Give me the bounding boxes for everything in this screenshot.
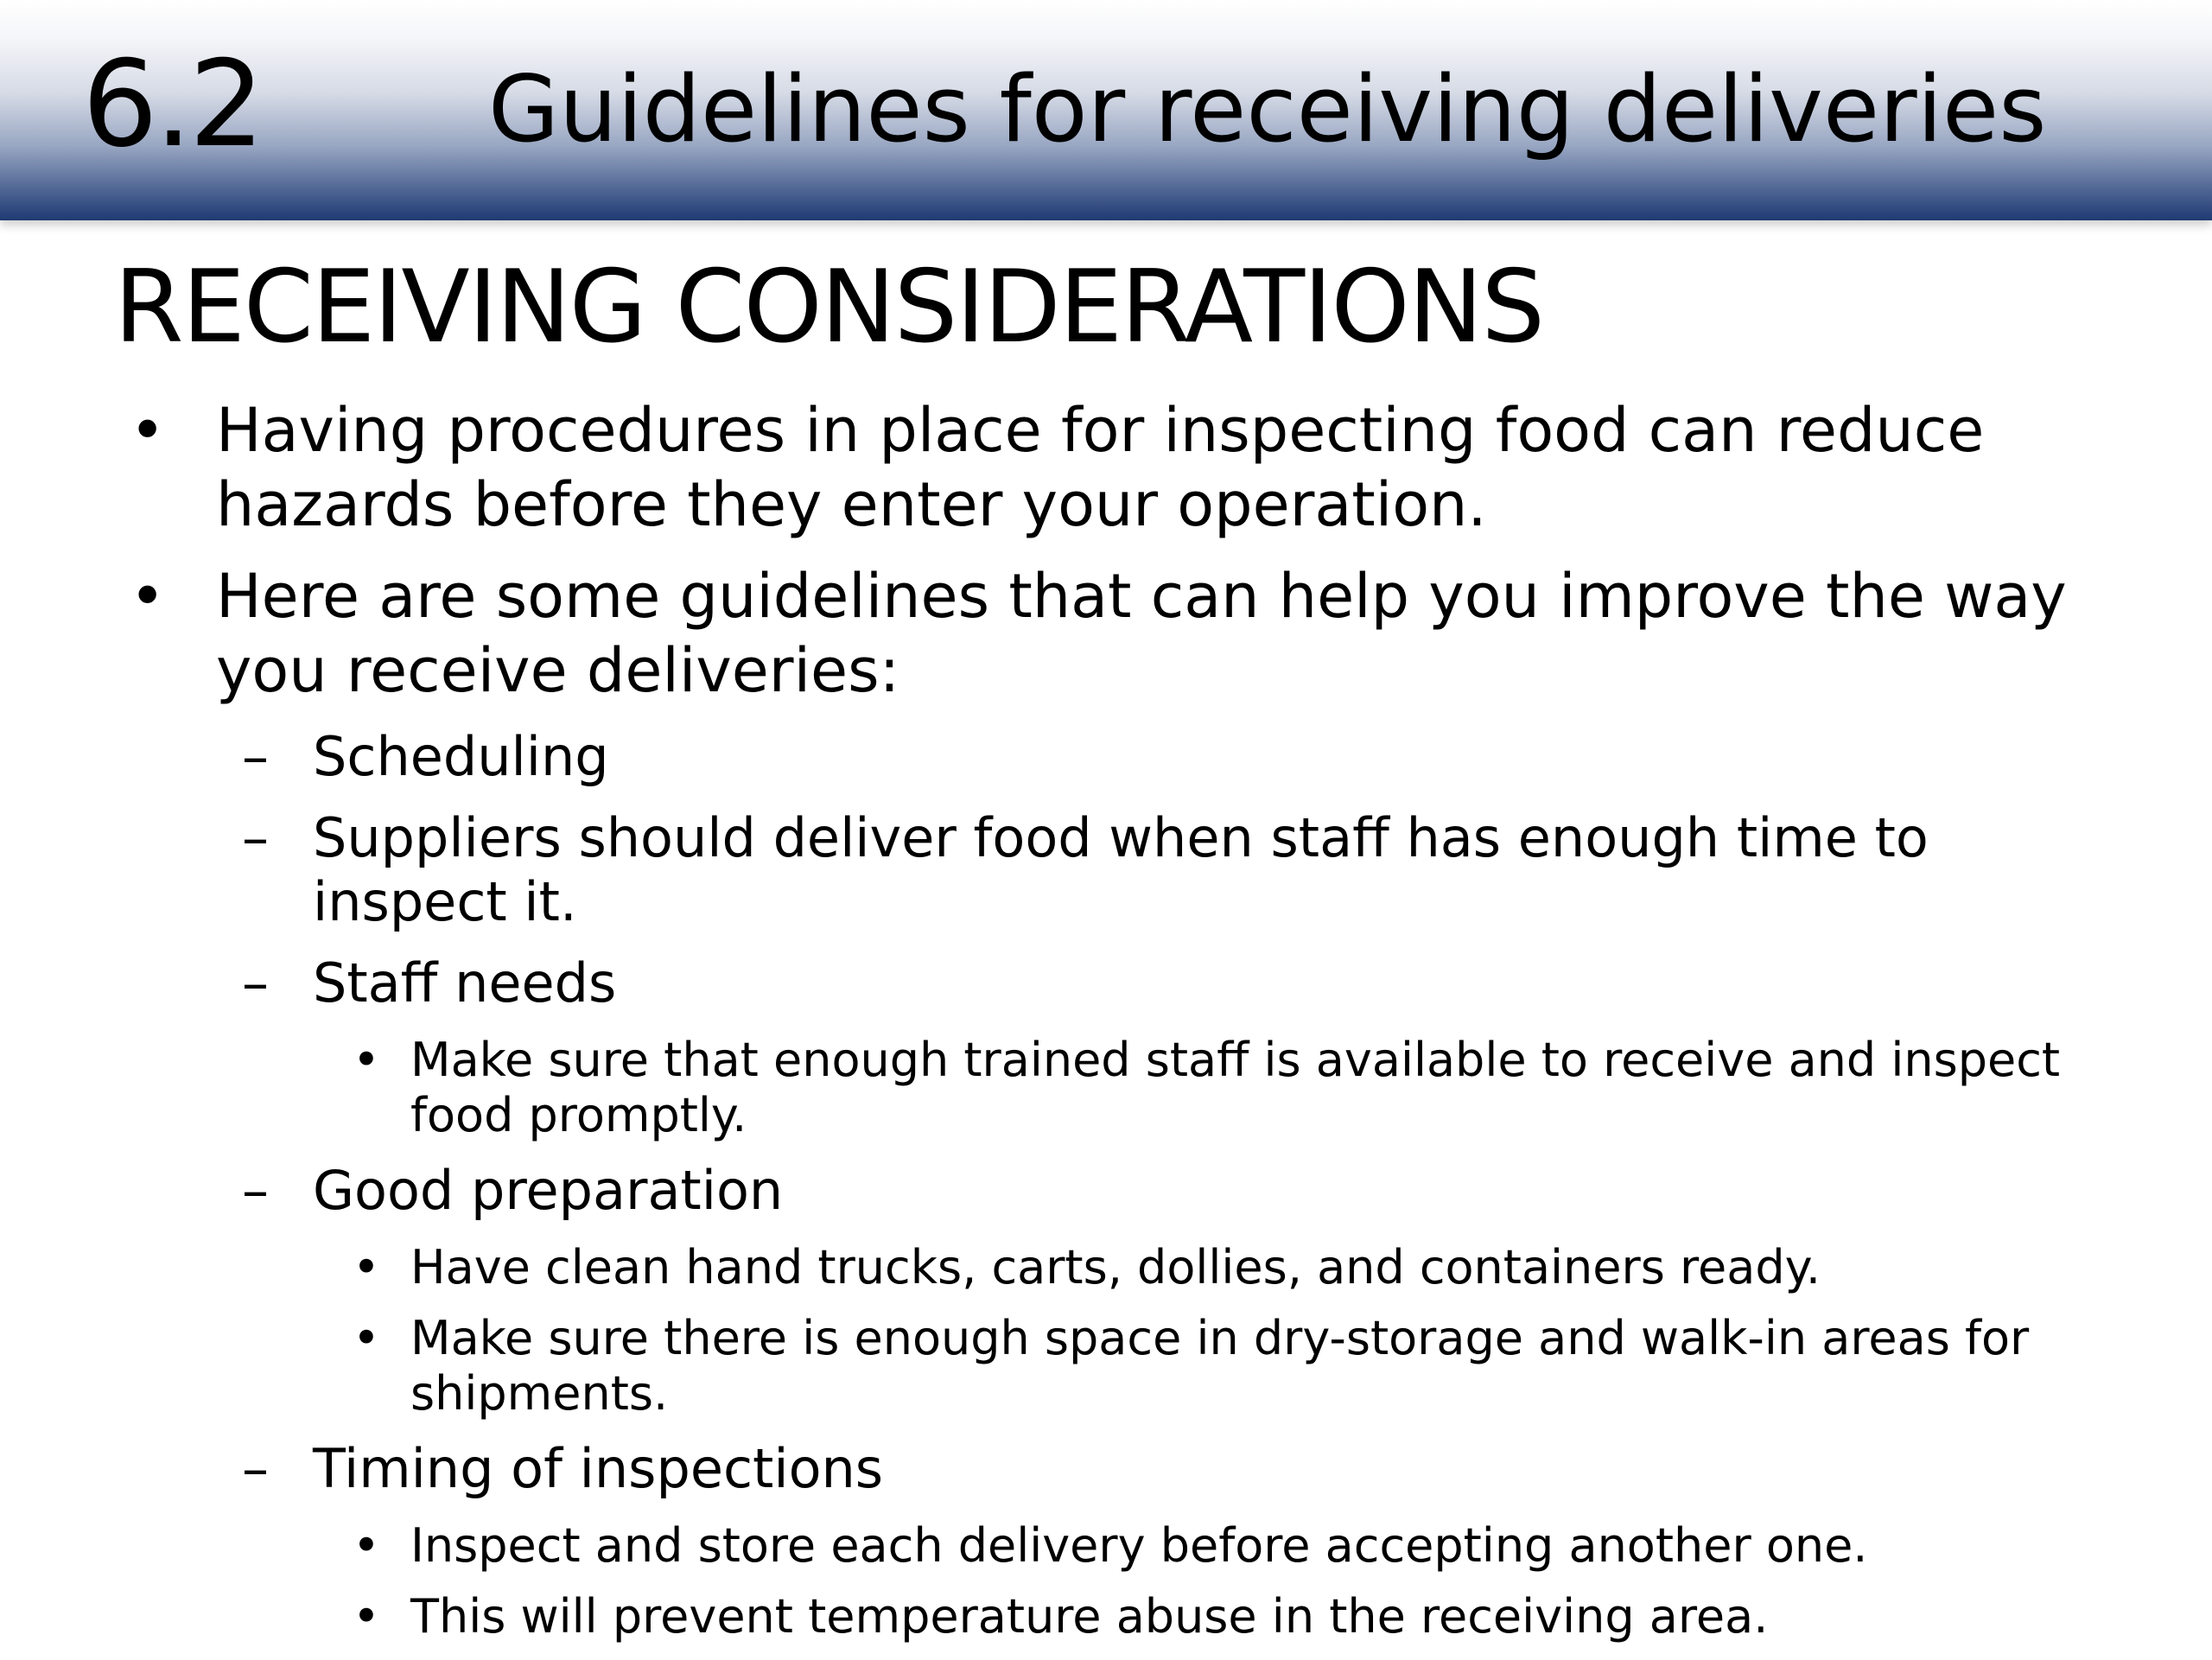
list-item — [0, 1159, 2212, 1223]
bullet-marker: • — [353, 1589, 380, 1644]
dash-marker: – — [242, 725, 269, 788]
list-item — [0, 559, 2212, 708]
list-item-text: Make sure that enough trained staff is available to receive and inspect food promptly. — [410, 1033, 2061, 1142]
dash-marker: – — [242, 951, 269, 1014]
slide-title: Guidelines for receiving deliveries — [488, 56, 2047, 162]
list-item-text: This will prevent temperature abuse in the receiving area. — [410, 1589, 1769, 1644]
bullet-marker: • — [353, 1033, 380, 1087]
list-item-text: Inspect and store each delivery before accepting another one. — [410, 1518, 1868, 1573]
list-item — [0, 1437, 2212, 1501]
list-item — [0, 1240, 2212, 1295]
bullet-marker: • — [130, 561, 166, 632]
list-item-text: Scheduling — [313, 725, 609, 788]
list-item-text: Good preparation — [313, 1159, 784, 1222]
bullet-marker: • — [353, 1518, 380, 1573]
list-item-text: Having procedures in place for inspecting food can reduce hazards before they enter your operation. — [216, 395, 1985, 540]
bullet-marker: • — [353, 1240, 380, 1294]
list-item-text: Make sure there is enough space in dry-storage and walk-in areas for shipments. — [410, 1311, 2030, 1421]
list-item-text: Timing of inspections — [313, 1437, 884, 1500]
list-item — [0, 951, 2212, 1015]
dash-marker: – — [242, 1159, 269, 1222]
header-bar — [0, 0, 2212, 220]
bullet-marker: • — [353, 1311, 380, 1365]
bullet-list — [0, 393, 2212, 1660]
list-item — [0, 1518, 2212, 1574]
list-item — [0, 1589, 2212, 1644]
list-item — [0, 725, 2212, 789]
list-item-text: Have clean hand trucks, carts, dollies, and containers ready. — [410, 1240, 1821, 1294]
list-item-text: Staff needs — [313, 951, 617, 1014]
list-item-text: Here are some guidelines that can help you improve the way you receive deliveries: — [216, 561, 2067, 706]
section-number: 6.2 — [82, 35, 262, 174]
list-item — [0, 806, 2212, 934]
list-item — [0, 1033, 2212, 1143]
list-item-text: Suppliers should deliver food when staff has enough time to inspect it. — [313, 806, 1929, 933]
section-heading: RECEIVING CONSIDERATIONS — [114, 249, 1544, 366]
list-item — [0, 393, 2212, 542]
list-item — [0, 1311, 2212, 1421]
dash-marker: – — [242, 1437, 269, 1500]
bullet-marker: • — [130, 395, 166, 466]
dash-marker: – — [242, 806, 269, 869]
